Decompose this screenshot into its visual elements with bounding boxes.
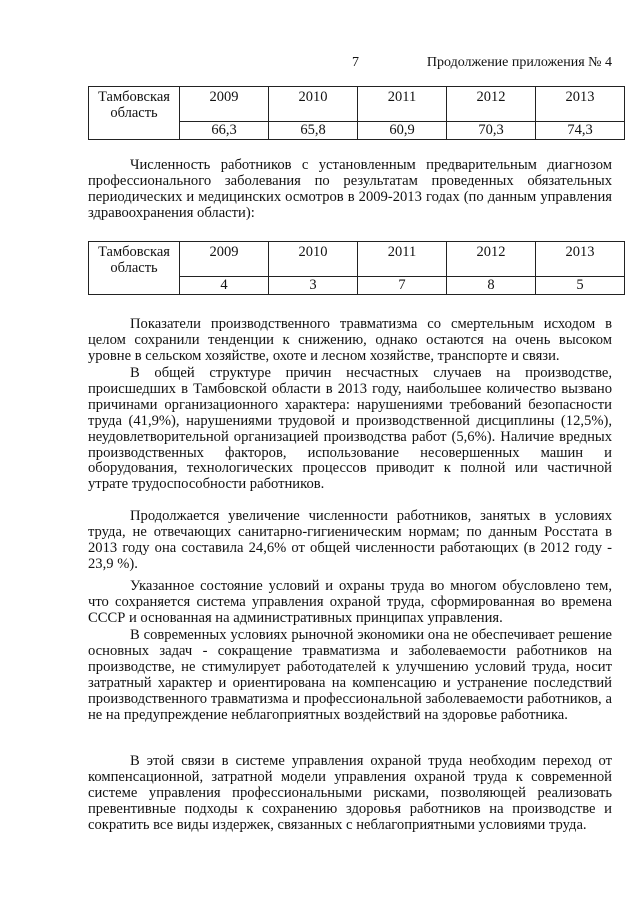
- value-cell: 4: [180, 277, 269, 295]
- year-cell: 2009: [180, 87, 269, 122]
- year-cell: 2010: [269, 87, 358, 122]
- value-cell: 7: [358, 277, 447, 295]
- paragraph-accident-causes: В общей структуре причин несчастных случаев на производстве, происшедших в Тамбовской области в 2013 году, наибольшее количество вызвано причинами организационного характера: нарушениями требований безопасности труда (41,9%), нарушениями трудовой и производственной дисциплины (12,5%), неудовлетворительной организацией производства работ (5,6%). Наличие вредных производственных факторов, использование несовершенных машин и оборудования, технологических процессов приводит к полной или частичной утрате трудоспособности работников.: [88, 365, 612, 493]
- page-number: 7: [352, 55, 359, 70]
- year-cell: 2013: [536, 87, 625, 122]
- value-cell: 74,3: [536, 122, 625, 140]
- year-cell: 2011: [358, 87, 447, 122]
- continuation-label: Продолжение приложения № 4: [426, 55, 612, 70]
- paragraph-risk-management: В этой связи в системе управления охраной труда необходим переход от компенсационной, затратной модели управления охраной труда к современной системе управления профессиональными рисками, позволяющей реализовать превентивные подходы к сохранению здоровья работников на производстве и сократить все виды издержек, связанных с неблагоприятными условиями труда.: [88, 753, 612, 833]
- value-cell: 60,9: [358, 122, 447, 140]
- year-cell: 2009: [180, 242, 269, 277]
- year-cell: 2012: [447, 87, 536, 122]
- year-cell: 2012: [447, 242, 536, 277]
- paragraph-management-system: Указанное состояние условий и охраны труда во многом обусловлено тем, что сохраняется система управления охраной труда, сформированная во времена СССР и основанная на административных принципах управления.: [88, 578, 612, 626]
- value-cell: 5: [536, 277, 625, 295]
- table-accident-rate: [88, 86, 625, 140]
- year-cell: 2013: [536, 242, 625, 277]
- table-row: [89, 242, 625, 277]
- region-cell: Тамбовская область: [89, 242, 180, 295]
- value-cell: 66,3: [180, 122, 269, 140]
- paragraph-harmful-conditions: Продолжается увеличение численности работников, занятых в условиях труда, не отвечающих санитарно-гигиеническим нормам; по данным Росстата в 2013 году она составила 24,6% от общей численности работающих (в 2012 году - 23,9 %).: [88, 508, 612, 572]
- year-cell: 2011: [358, 242, 447, 277]
- paragraph-market-conditions: В современных условиях рыночной экономики она не обеспечивает решение основных задач - сокращение травматизма и заболеваемости работников на производстве, не стимулирует работодателей к улучшению условий труда, носит затратный характер и ориентирована на компенсацию и устранение последствий производственного травматизма и профессиональной заболеваемости работников, а не на предупреждение неблагоприятных воздействий на здоровье работника.: [88, 627, 612, 723]
- value-cell: 70,3: [447, 122, 536, 140]
- value-cell: 8: [447, 277, 536, 295]
- table-row: [89, 87, 625, 122]
- table-occupational-disease: [88, 241, 625, 295]
- year-cell: 2010: [269, 242, 358, 277]
- paragraph-occupational-disease: Численность работников с установленным предварительным диагнозом профессионального заболевания по результатам проведенных обязательных периодических и медицинских осмотров в 2009-2013 годах (по данным управления здравоохранения области):: [88, 157, 612, 221]
- region-cell: Тамбовская область: [89, 87, 180, 140]
- paragraph-fatal-injuries: Показатели производственного травматизма со смертельным исходом в целом сохранили тенденции к снижению, однако остаются на очень высоком уровне в сельском хозяйстве, охоте и лесном хозяйстве, транспорте и связи.: [88, 316, 612, 364]
- value-cell: 65,8: [269, 122, 358, 140]
- value-cell: 3: [269, 277, 358, 295]
